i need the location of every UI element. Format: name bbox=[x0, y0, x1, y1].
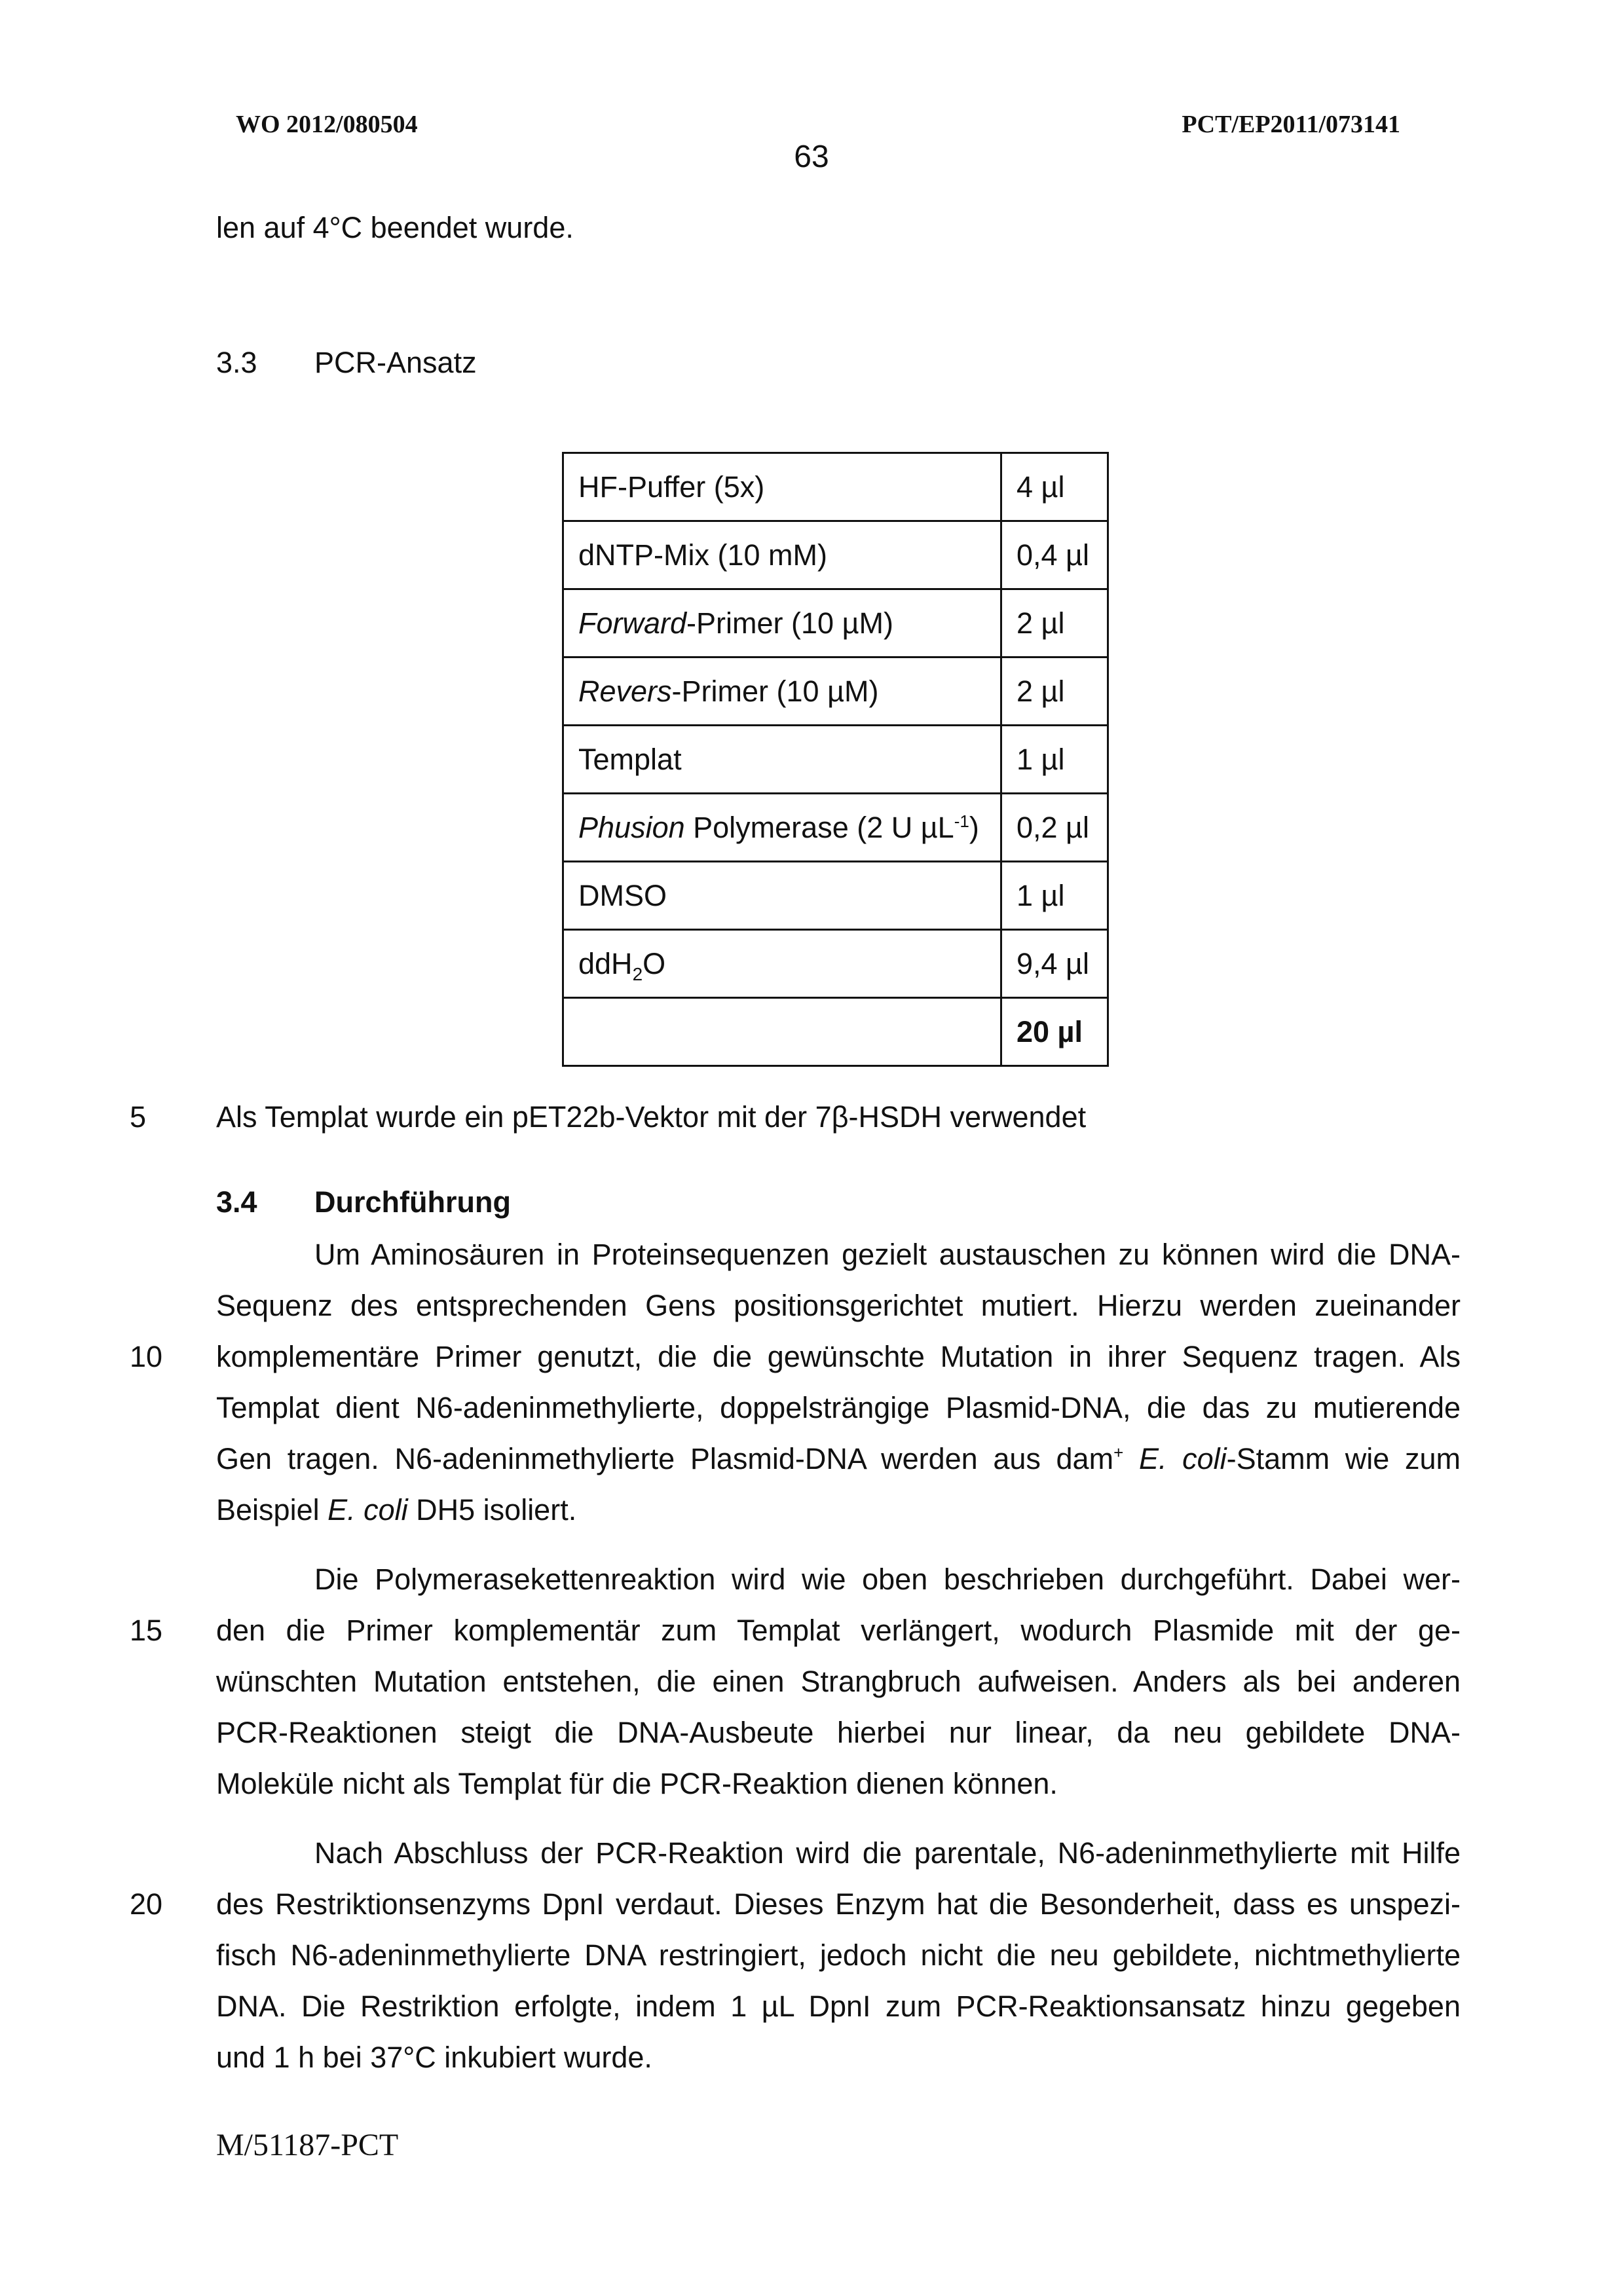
section-3-4-title: Durchführung bbox=[314, 1185, 511, 1219]
text-span: Beispiel bbox=[216, 1493, 328, 1527]
section-3-3-title: PCR-Ansatz bbox=[314, 346, 477, 379]
pcr-reagent-table bbox=[562, 452, 1109, 1067]
total-amount-cell: 20 µl bbox=[1001, 998, 1108, 1066]
paragraph-line: den die Primer komplementär zum Templat verlängert, wodurch Plasmide mit der ge- bbox=[216, 1614, 1461, 1647]
table-row bbox=[563, 589, 1108, 657]
reagent-italic: Forward bbox=[578, 606, 687, 640]
paragraph-line: Nach Abschluss der PCR-Reaktion wird die parentale, N6-adeninmethylierte mit Hilfe bbox=[314, 1836, 1461, 1870]
reagent-cell bbox=[563, 657, 1001, 726]
table-row bbox=[563, 862, 1108, 930]
reagent-post: O bbox=[643, 946, 666, 980]
reagent-rest: -Primer (10 µM) bbox=[671, 674, 879, 708]
template-note: Als Templat wurde ein pET22b-Vektor mit der 7β-HSDH verwendet bbox=[216, 1100, 1087, 1134]
line-number: 10 bbox=[130, 1340, 163, 1373]
species-name: E. coli bbox=[1138, 1442, 1227, 1475]
table-row bbox=[563, 794, 1108, 862]
paragraph-line: Sequenz des entsprechenden Gens positionsgerichtet mutiert. Hierzu werden zueinander bbox=[216, 1289, 1461, 1322]
table-row bbox=[563, 521, 1108, 589]
paragraph-line bbox=[216, 1493, 576, 1527]
page-number: 63 bbox=[794, 139, 829, 174]
reagent-rest: -Primer (10 µM) bbox=[686, 606, 893, 640]
line-number: 5 bbox=[130, 1100, 147, 1134]
document-reference: M/51187-PCT bbox=[216, 2128, 399, 2162]
reagent-cell bbox=[563, 998, 1001, 1066]
reagent-cell: Templat bbox=[563, 726, 1001, 794]
reagent-cell bbox=[563, 589, 1001, 657]
paragraph-line: des Restriktionsenzyms DpnI verdaut. Dieses Enzym hat die Besonderheit, dass es unspezi- bbox=[216, 1887, 1461, 1921]
line-number: 15 bbox=[130, 1614, 163, 1647]
patent-number: WO 2012/080504 bbox=[236, 111, 418, 138]
paragraph-line: und 1 h bei 37°C inkubiert wurde. bbox=[216, 2041, 652, 2074]
paragraph-line bbox=[216, 1442, 1461, 1476]
superscript: + bbox=[1113, 1443, 1124, 1462]
reagent-cell bbox=[563, 930, 1001, 998]
paragraph-line: PCR-Reaktionen steigt die DNA-Ausbeute hierbei nur linear, da neu gebildete DNA- bbox=[216, 1716, 1461, 1749]
amount-cell: 1 µl bbox=[1001, 862, 1108, 930]
reagent-italic: Phusion bbox=[578, 810, 685, 844]
paragraph-line: Templat dient N6-adeninmethylierte, doppelsträngige Plasmid-DNA, die das zu mutierende bbox=[216, 1391, 1461, 1424]
paragraph-line: komplementäre Primer genutzt, die die gewünschte Mutation in ihrer Sequenz tragen. Als bbox=[216, 1340, 1461, 1373]
amount-cell: 0,2 µl bbox=[1001, 794, 1108, 862]
text-span: Gen tragen. N6-adeninmethylierte Plasmid-DNA werden aus dam bbox=[216, 1442, 1114, 1475]
amount-cell: 0,4 µl bbox=[1001, 521, 1108, 589]
text-span: -Stamm wie zum bbox=[1226, 1442, 1461, 1475]
reagent-end: ) bbox=[969, 810, 979, 844]
paragraph-line: Die Polymerasekettenreaktion wird wie oben beschrieben durchgeführt. Dabei wer- bbox=[314, 1563, 1461, 1596]
reagent-cell: DMSO bbox=[563, 862, 1001, 930]
reagent-cell: HF-Puffer (5x) bbox=[563, 453, 1001, 521]
text-span: DH5 isoliert. bbox=[407, 1493, 577, 1527]
table-row bbox=[563, 726, 1108, 794]
amount-cell: 2 µl bbox=[1001, 589, 1108, 657]
paragraph-line: DNA. Die Restriktion erfolgte, indem 1 µL DpnI zum PCR-Reaktionsansatz hinzu gegeben bbox=[216, 1990, 1461, 2023]
table-row bbox=[563, 930, 1108, 998]
amount-cell: 4 µl bbox=[1001, 453, 1108, 521]
reagent-subscript: 2 bbox=[632, 963, 643, 984]
table-row bbox=[563, 657, 1108, 726]
reagent-superscript: -1 bbox=[954, 811, 969, 831]
reagent-italic: Revers bbox=[578, 674, 672, 708]
table-row bbox=[563, 453, 1108, 521]
intro-line: len auf 4°C beendet wurde. bbox=[216, 211, 574, 244]
section-3-4-number: 3.4 bbox=[216, 1185, 257, 1219]
reagent-cell: dNTP-Mix (10 mM) bbox=[563, 521, 1001, 589]
paragraph-line: Moleküle nicht als Templat für die PCR-Reaktion dienen können. bbox=[216, 1767, 1058, 1800]
paragraph-line: fisch N6-adeninmethylierte DNA restringiert, jedoch nicht die neu gebildete, nichtmethylierte bbox=[216, 1938, 1461, 1972]
table-row bbox=[563, 998, 1108, 1066]
amount-cell: 2 µl bbox=[1001, 657, 1108, 726]
amount-cell: 1 µl bbox=[1001, 726, 1108, 794]
species-name: E. coli bbox=[327, 1493, 408, 1527]
reagent-pre: ddH bbox=[578, 946, 633, 980]
paragraph-line: wünschten Mutation entstehen, die einen Strangbruch aufweisen. Anders als bei anderen bbox=[216, 1665, 1461, 1698]
application-number: PCT/EP2011/073141 bbox=[1182, 111, 1400, 138]
section-3-3-number: 3.3 bbox=[216, 346, 257, 379]
paragraph-line: Um Aminosäuren in Proteinsequenzen gezielt austauschen zu können wird die DNA- bbox=[314, 1238, 1461, 1271]
amount-cell: 9,4 µl bbox=[1001, 930, 1108, 998]
line-number: 20 bbox=[130, 1887, 163, 1921]
reagent-cell bbox=[563, 794, 1001, 862]
reagent-rest: Polymerase (2 U µL bbox=[684, 810, 954, 844]
